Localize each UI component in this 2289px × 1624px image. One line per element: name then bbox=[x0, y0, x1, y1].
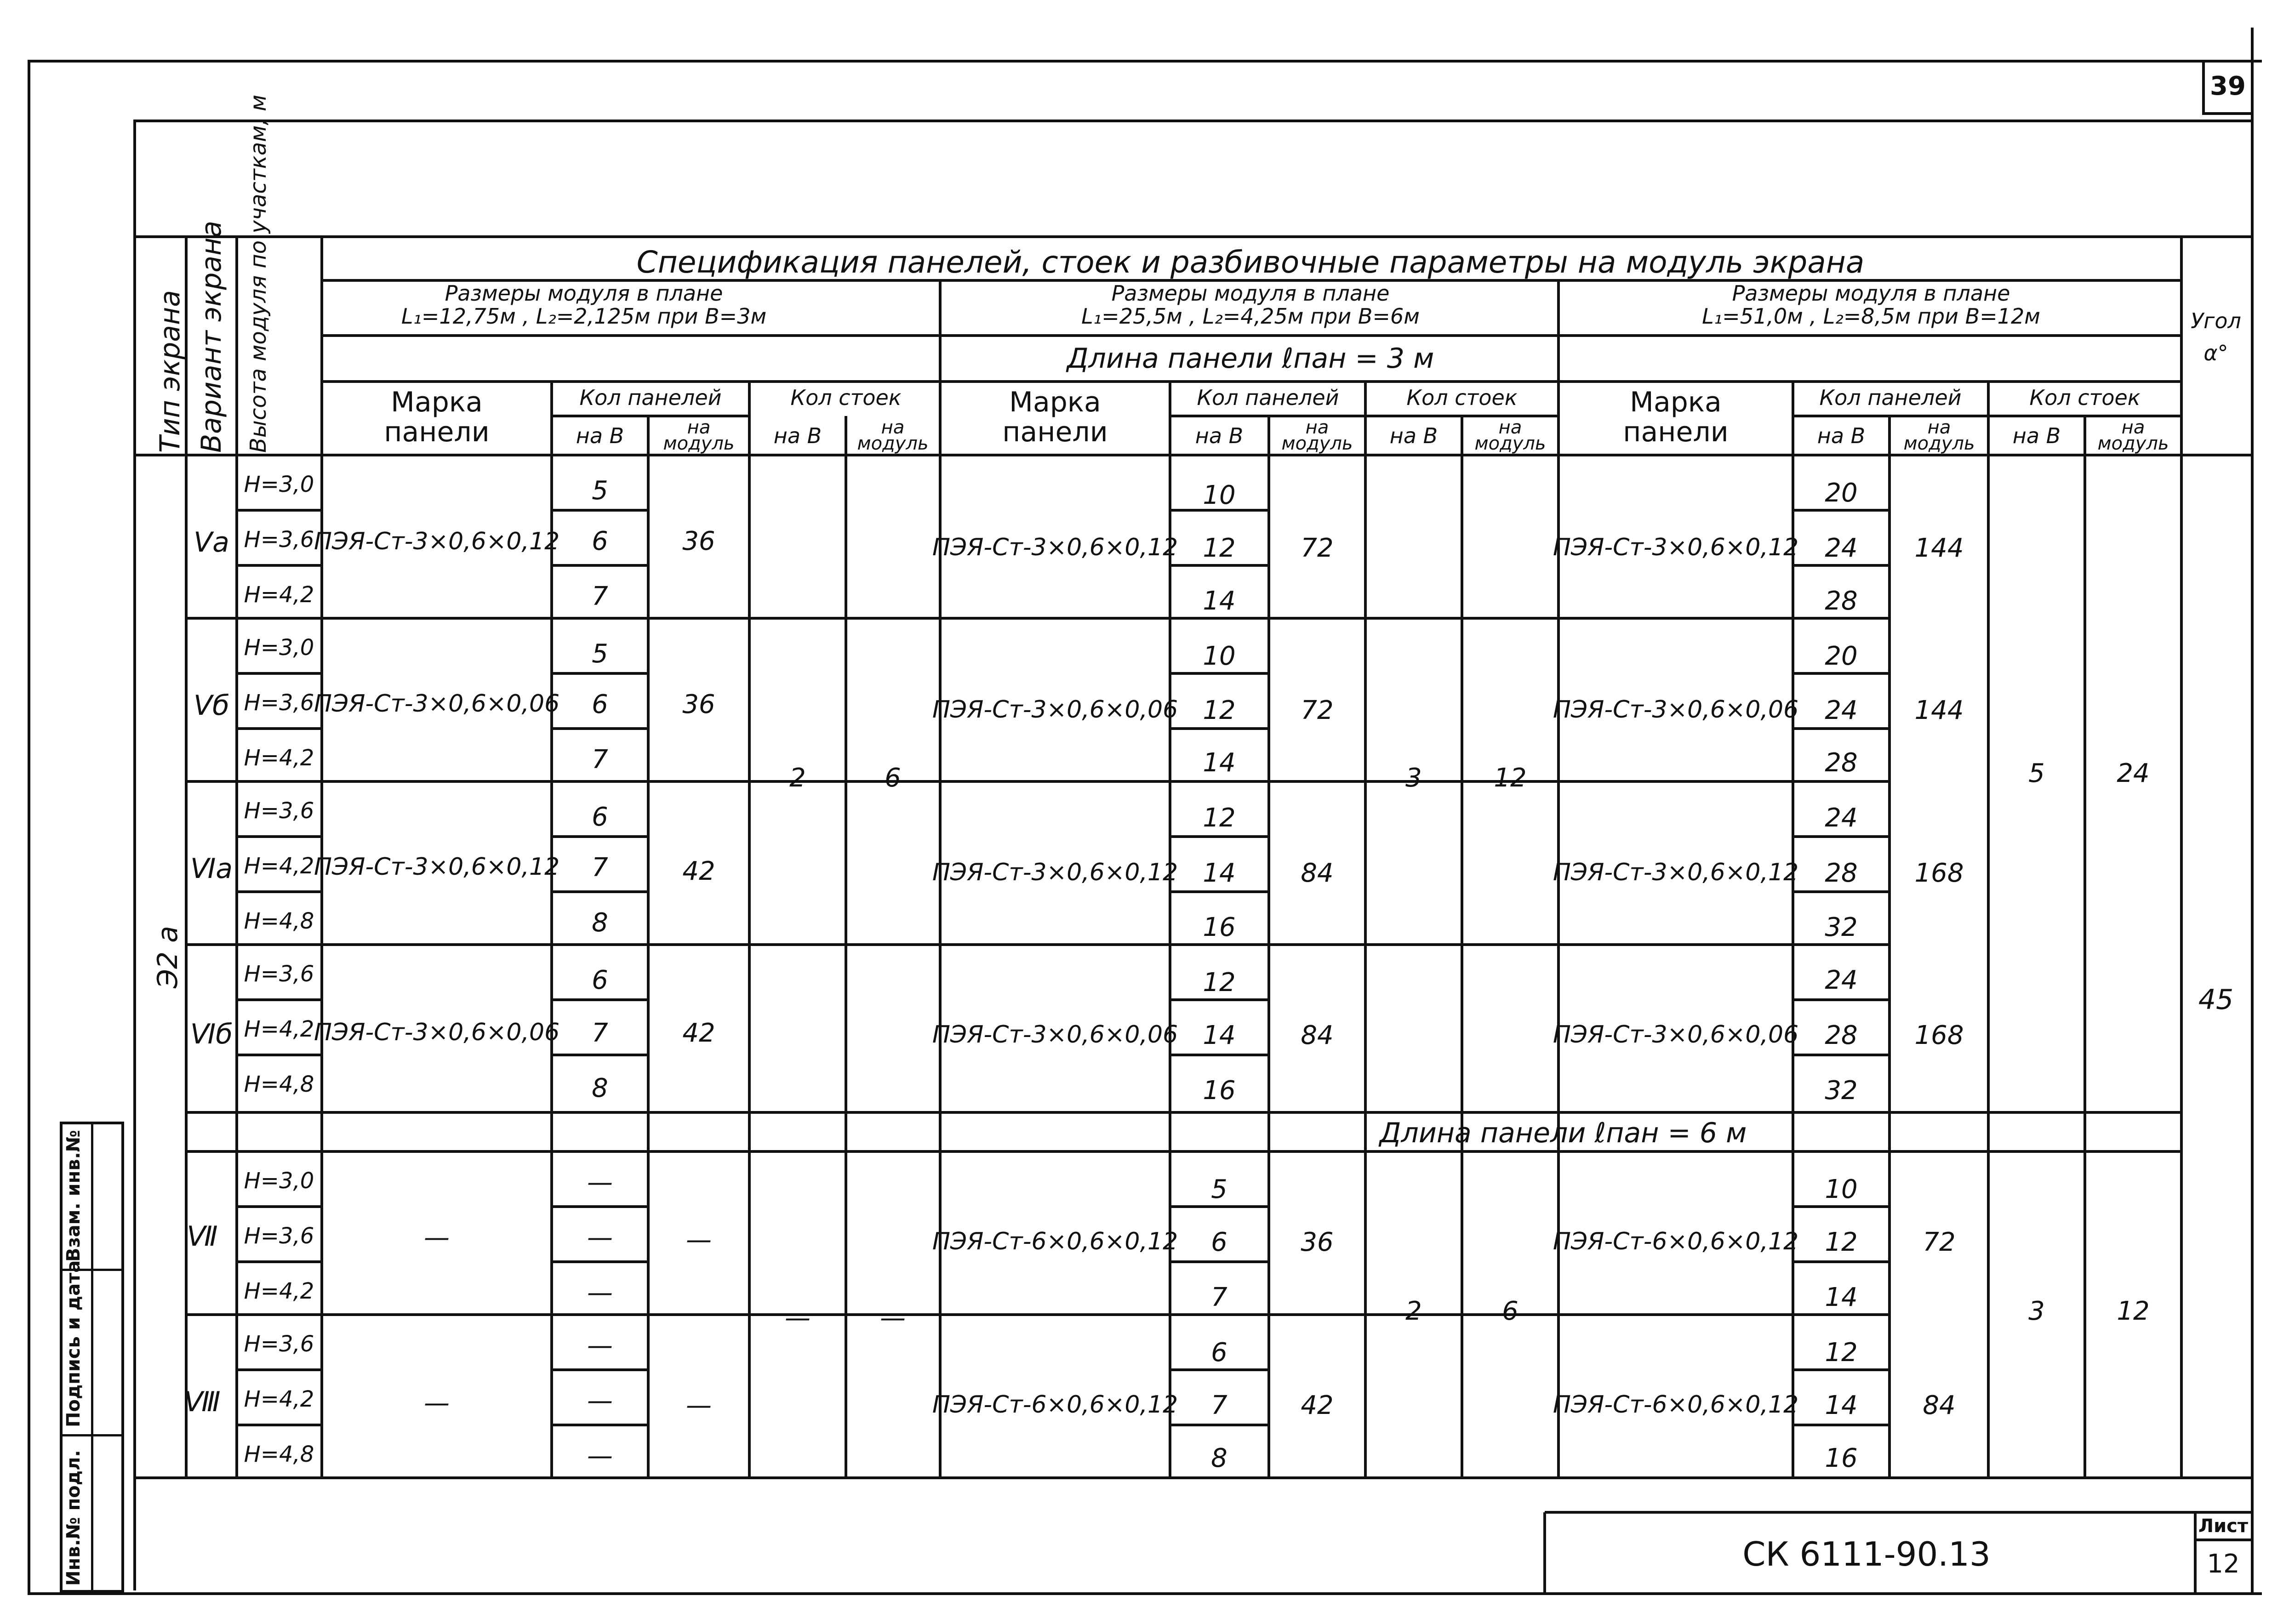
qty-module-cell: 144 bbox=[1914, 533, 1964, 563]
empty-dash: — bbox=[587, 1441, 613, 1471]
qty-module-cell: 36 bbox=[1301, 1227, 1334, 1257]
panel-mark: ПЭЯ-Ст-3×0,6×0,12 bbox=[932, 859, 1178, 886]
qty-cell: 14 bbox=[1203, 586, 1236, 616]
g1-posts-on-mod-2: модуль bbox=[857, 433, 929, 454]
variant-label: Ⅷ bbox=[184, 1386, 221, 1418]
qty-module-cell: 168 bbox=[1914, 1020, 1964, 1050]
g1-panels-on-mod-1: на bbox=[687, 417, 711, 438]
qty-cell: 7 bbox=[1211, 1390, 1227, 1420]
g2-posts-on-b: на В bbox=[1389, 423, 1438, 448]
g3-qty-panels-header: Кол панелей bbox=[1819, 385, 1962, 410]
qty-cell: 12 bbox=[1825, 1338, 1858, 1368]
g2-mark-header-1: Марка bbox=[1009, 386, 1101, 418]
group2-size-values: L₁=25,5м , L₂=4,25м при В=6м bbox=[1081, 304, 1420, 329]
g2-posts-on-mod-2: модуль bbox=[1474, 433, 1546, 454]
qty-cell: 24 bbox=[1825, 803, 1858, 833]
qty-cell: 24 bbox=[1825, 965, 1858, 995]
panel-mark: ПЭЯ-Ст-3×0,6×0,12 bbox=[314, 528, 560, 555]
empty-dash: — bbox=[424, 1223, 450, 1253]
g1-posts-on-mod-1: на bbox=[881, 417, 905, 438]
height-cell: Н=4,8 bbox=[244, 908, 314, 934]
qty-cell: 5 bbox=[592, 639, 608, 669]
qty-cell: 14 bbox=[1203, 748, 1236, 778]
empty-dash: — bbox=[686, 1390, 712, 1420]
posts-on-module: 24 bbox=[2117, 758, 2150, 788]
height-cell: Н=3,6 bbox=[244, 1223, 314, 1249]
g2-qty-panels-header: Кол панелей bbox=[1197, 385, 1339, 410]
variant-label: Ⅶ bbox=[187, 1220, 218, 1253]
qty-cell: 6 bbox=[592, 802, 608, 832]
qty-cell: 12 bbox=[1203, 803, 1236, 833]
panel-mark: ПЭЯ-Ст-3×0,6×0,06 bbox=[314, 690, 560, 718]
qty-cell: 8 bbox=[592, 908, 608, 938]
group3-size-title: Размеры модуля в плане bbox=[1732, 281, 2010, 306]
qty-module-cell: 72 bbox=[1301, 533, 1334, 563]
posts-on-module: 6 bbox=[885, 763, 901, 793]
g1-panels-on-b: на В bbox=[576, 423, 624, 448]
qty-module-cell: 36 bbox=[682, 526, 715, 556]
empty-dash: — bbox=[587, 1331, 613, 1361]
height-cell: Н=4,2 bbox=[244, 1386, 314, 1412]
panel-mark: ПЭЯ-Ст-3×0,6×0,12 bbox=[314, 853, 560, 881]
qty-cell: 7 bbox=[592, 745, 608, 775]
qty-module-cell: 84 bbox=[1301, 1020, 1334, 1050]
qty-cell: 28 bbox=[1825, 1020, 1858, 1050]
qty-cell: 8 bbox=[592, 1073, 608, 1103]
posts-on-b: 3 bbox=[1405, 763, 1422, 793]
height-cell: Н=3,6 bbox=[244, 961, 314, 987]
panel-mark: ПЭЯ-Ст-3×0,6×0,12 bbox=[1553, 534, 1799, 561]
qty-module-cell: 42 bbox=[682, 1018, 715, 1048]
qty-module-cell: 42 bbox=[1301, 1390, 1334, 1420]
g3-mark-header-1: Марка bbox=[1630, 386, 1722, 418]
variant-label: Ⅵа bbox=[190, 853, 233, 885]
stamp-inv-podl: Инв.№ подл. bbox=[63, 1450, 84, 1586]
panel-mark: ПЭЯ-Ст-3×0,6×0,06 bbox=[932, 1021, 1178, 1048]
empty-dash: — bbox=[785, 1303, 811, 1333]
col-variant-label: Вариант экрана bbox=[195, 220, 228, 453]
height-cell: Н=3,6 bbox=[244, 690, 314, 716]
qty-cell: 6 bbox=[1211, 1227, 1227, 1257]
posts-on-module: 12 bbox=[1494, 763, 1527, 793]
qty-cell: 10 bbox=[1825, 1174, 1858, 1204]
variant-label: Ⅴб bbox=[193, 689, 230, 722]
qty-module-cell: 84 bbox=[1923, 1390, 1956, 1420]
panel-length-3m: Длина панели ℓпан = 3 м bbox=[1067, 342, 1434, 375]
qty-cell: 7 bbox=[592, 1018, 608, 1048]
group1-size-values: L₁=12,75м , L₂=2,125м при В=3м bbox=[401, 304, 767, 329]
qty-cell: 16 bbox=[1203, 1076, 1236, 1105]
stamp-vzam-inv: Взам. инв.№ bbox=[63, 1130, 84, 1262]
angle-value: 45 bbox=[2198, 984, 2234, 1016]
qty-cell: 32 bbox=[1825, 912, 1858, 942]
screen-type-value: Э2 а bbox=[152, 926, 184, 988]
empty-dash: — bbox=[587, 1278, 613, 1308]
panel-mark: ПЭЯ-Ст-3×0,6×0,06 bbox=[1553, 1021, 1799, 1048]
qty-cell: 8 bbox=[1211, 1443, 1227, 1473]
qty-cell: 24 bbox=[1825, 695, 1858, 725]
g3-qty-posts-header: Кол стоек bbox=[2029, 385, 2141, 410]
col-height-label: Высота модуля по участкам, м bbox=[245, 94, 271, 453]
height-cell: Н=4,2 bbox=[244, 1016, 314, 1042]
spec-title: Спецификация панелей, стоек и разбивочные параметры на модуль экрана bbox=[636, 245, 1865, 280]
qty-module-cell: 72 bbox=[1923, 1227, 1956, 1257]
sheet-number: 12 bbox=[2207, 1549, 2240, 1579]
g3-panels-on-mod-2: модуль bbox=[1903, 433, 1975, 454]
height-cell: Н=4,2 bbox=[244, 745, 314, 771]
qty-cell: 5 bbox=[1211, 1174, 1227, 1204]
g1-mark-header-2: панели bbox=[384, 416, 490, 448]
qty-cell: 14 bbox=[1203, 858, 1236, 888]
qty-cell: 24 bbox=[1825, 533, 1858, 563]
height-cell: Н=3,6 bbox=[244, 1331, 314, 1357]
qty-cell: 14 bbox=[1825, 1282, 1858, 1312]
g1-mark-header-1: Марка bbox=[391, 386, 483, 418]
document-code: СК 6111-90.13 bbox=[1742, 1535, 1991, 1573]
height-cell: Н=3,6 bbox=[244, 798, 314, 824]
qty-module-cell: 84 bbox=[1301, 858, 1334, 888]
qty-cell: 5 bbox=[592, 476, 608, 506]
qty-module-cell: 72 bbox=[1301, 695, 1334, 725]
panel-mark: ПЭЯ-Ст-3×0,6×0,06 bbox=[314, 1019, 560, 1046]
empty-dash: — bbox=[424, 1388, 450, 1418]
qty-cell: 14 bbox=[1203, 1020, 1236, 1050]
qty-module-cell: 168 bbox=[1914, 858, 1964, 888]
panel-mark: ПЭЯ-Ст-3×0,6×0,12 bbox=[1553, 859, 1799, 886]
variant-label: Ⅴа bbox=[194, 526, 229, 558]
qty-cell: 10 bbox=[1203, 480, 1236, 510]
g1-posts-on-b: на В bbox=[773, 423, 822, 448]
qty-cell: 32 bbox=[1825, 1076, 1858, 1105]
qty-cell: 28 bbox=[1825, 748, 1858, 778]
qty-cell: 14 bbox=[1825, 1390, 1858, 1420]
qty-module-cell: 36 bbox=[682, 689, 715, 719]
empty-dash: — bbox=[587, 1168, 613, 1197]
g1-qty-panels-header: Кол панелей bbox=[579, 385, 722, 410]
col-screen-type-label: Тип экрана bbox=[154, 290, 186, 453]
qty-cell: 16 bbox=[1825, 1443, 1858, 1473]
posts-on-b: 2 bbox=[1405, 1296, 1422, 1326]
panel-mark: ПЭЯ-Ст-6×0,6×0,12 bbox=[1553, 1228, 1799, 1255]
qty-cell: 7 bbox=[592, 581, 608, 611]
height-cell: Н=4,2 bbox=[244, 853, 314, 879]
panel-length-6m: Длина панели ℓпан = 6 м bbox=[1379, 1117, 1747, 1149]
qty-cell: 6 bbox=[592, 526, 608, 556]
posts-on-b: 3 bbox=[2028, 1296, 2045, 1326]
panel-mark: ПЭЯ-Ст-3×0,6×0,06 bbox=[1553, 696, 1799, 724]
g3-posts-on-mod-2: модуль bbox=[2097, 433, 2169, 454]
empty-dash: — bbox=[587, 1223, 613, 1253]
qty-cell: 12 bbox=[1203, 968, 1236, 997]
page-number: 39 bbox=[2210, 71, 2246, 101]
posts-on-b: 5 bbox=[2028, 758, 2045, 788]
g3-posts-on-b: на В bbox=[2012, 423, 2061, 448]
height-cell: Н=3,6 bbox=[244, 527, 314, 553]
qty-module-cell: 144 bbox=[1914, 695, 1964, 725]
qty-module-cell: 42 bbox=[682, 856, 715, 886]
qty-cell: 16 bbox=[1203, 912, 1236, 942]
panel-mark: ПЭЯ-Ст-6×0,6×0,12 bbox=[932, 1391, 1178, 1419]
qty-cell: 20 bbox=[1825, 478, 1858, 508]
height-cell: Н=4,2 bbox=[244, 1278, 314, 1304]
g3-panels-on-b: на В bbox=[1817, 423, 1866, 448]
empty-dash: — bbox=[587, 1386, 613, 1416]
g3-panels-on-mod-1: на bbox=[1927, 417, 1951, 438]
panel-mark: ПЭЯ-Ст-6×0,6×0,12 bbox=[932, 1228, 1178, 1255]
qty-cell: 28 bbox=[1825, 586, 1858, 616]
qty-cell: 20 bbox=[1825, 641, 1858, 671]
g3-mark-header-2: панели bbox=[1623, 416, 1729, 448]
g1-panels-on-mod-2: модуль bbox=[663, 433, 735, 454]
empty-dash: — bbox=[880, 1303, 906, 1333]
g2-qty-posts-header: Кол стоек bbox=[1406, 385, 1518, 410]
qty-cell: 12 bbox=[1825, 1227, 1858, 1257]
height-cell: Н=4,8 bbox=[244, 1071, 314, 1097]
height-cell: Н=4,8 bbox=[244, 1442, 314, 1467]
angle-symbol: α° bbox=[2203, 341, 2228, 365]
group1-size-title: Размеры модуля в плане bbox=[445, 281, 723, 306]
panel-mark: ПЭЯ-Ст-6×0,6×0,12 bbox=[1553, 1391, 1799, 1419]
height-cell: Н=3,0 bbox=[244, 635, 314, 661]
angle-title: Угол bbox=[2191, 308, 2241, 333]
qty-cell: 7 bbox=[1211, 1282, 1227, 1312]
posts-on-module: 6 bbox=[1502, 1296, 1518, 1326]
group2-size-title: Размеры модуля в плане bbox=[1111, 281, 1390, 306]
height-cell: Н=3,0 bbox=[244, 1168, 314, 1194]
qty-cell: 12 bbox=[1203, 695, 1236, 725]
g2-mark-header-2: панели bbox=[1002, 416, 1108, 448]
qty-cell: 6 bbox=[592, 689, 608, 719]
height-cell: Н=3,0 bbox=[244, 472, 314, 497]
qty-cell: 6 bbox=[1211, 1338, 1227, 1368]
g2-panels-on-b: на В bbox=[1195, 423, 1244, 448]
qty-cell: 7 bbox=[592, 853, 608, 883]
qty-cell: 10 bbox=[1203, 641, 1236, 671]
panel-mark: ПЭЯ-Ст-3×0,6×0,06 bbox=[932, 696, 1178, 724]
posts-on-module: 12 bbox=[2117, 1296, 2150, 1326]
panel-mark: ПЭЯ-Ст-3×0,6×0,12 bbox=[932, 534, 1178, 561]
group3-size-values: L₁=51,0м , L₂=8,5м при В=12м bbox=[1702, 304, 2040, 329]
sheet-label: Лист bbox=[2198, 1516, 2249, 1537]
g1-qty-posts-header: Кол стоек bbox=[790, 385, 902, 410]
height-cell: Н=4,2 bbox=[244, 582, 314, 608]
empty-dash: — bbox=[686, 1225, 712, 1255]
qty-cell: 12 bbox=[1203, 533, 1236, 563]
g2-panels-on-mod-2: модуль bbox=[1281, 433, 1353, 454]
posts-on-b: 2 bbox=[789, 763, 806, 793]
g3-posts-on-mod-1: на bbox=[2121, 417, 2145, 438]
g2-posts-on-mod-1: на bbox=[1498, 417, 1522, 438]
qty-cell: 28 bbox=[1825, 858, 1858, 888]
variant-label: Ⅵб bbox=[190, 1018, 233, 1050]
qty-cell: 6 bbox=[592, 965, 608, 995]
g2-panels-on-mod-1: на bbox=[1305, 417, 1329, 438]
stamp-signature-date: Подпись и дата bbox=[63, 1260, 84, 1427]
